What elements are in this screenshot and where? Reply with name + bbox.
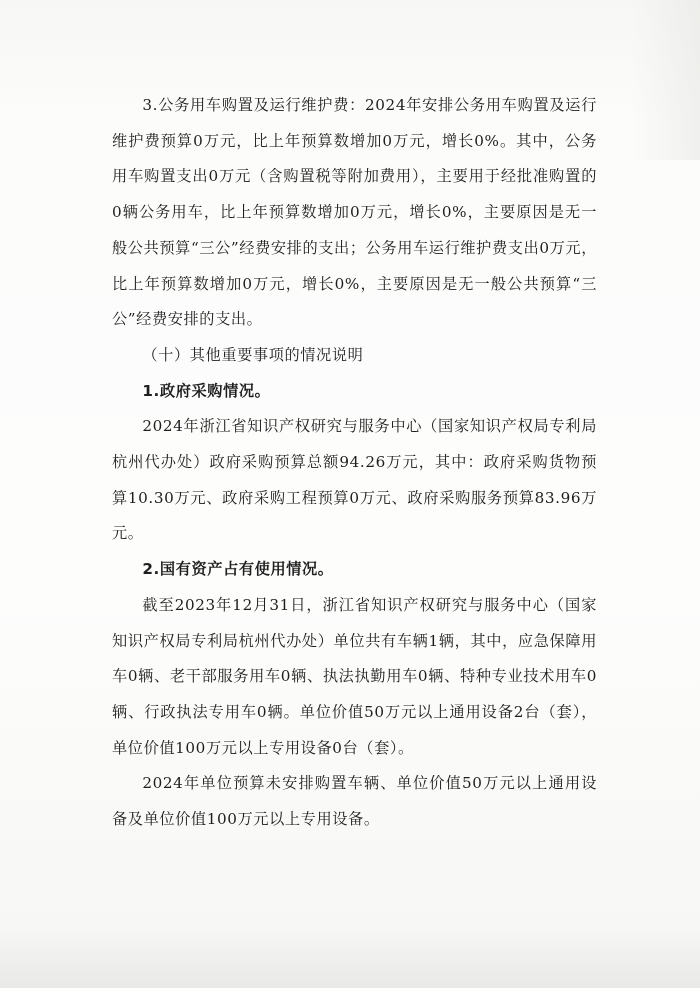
- paragraph-no-purchase-arranged: 2024年单位预算未安排购置车辆、单位价值50万元以上通用设备及单位价值100万元以上专用设备。: [112, 774, 597, 829]
- section-heading-other-matters: （十）其他重要事项的情况说明: [142, 345, 364, 364]
- paragraph-vehicle-purchase-maintenance: 3.公务用车购置及运行维护费：2024年安排公务用车购置及运行维护费预算0万元，比上年预算数增加0万元，增长0%。其中，公务用车购置支出0万元（含购置税等附加费用），主要用于经批准购置的0辆公务用车，比上年预算数增加0万元，增长0%，主要原因是无一般公共预算“三公”经费安排的支出；公务用车运行维护费支出0万元，比上年预算数增加0万元，增长0%，主要原因是无一般公共预算“三公”经费安排的支出。: [112, 96, 597, 329]
- subheading-state-assets: 2.国有资产占有使用情况。: [142, 560, 334, 579]
- scan-shadow-decoration: [630, 0, 700, 160]
- scan-bottom-band-decoration: [0, 928, 700, 988]
- subheading-government-procurement: 1.政府采购情况。: [142, 381, 271, 400]
- paragraph-state-assets: 截至2023年12月31日，浙江省知识产权研究与服务中心（国家知识产权局专利局杭州代办处）单位共有车辆1辆，其中，应急保障用车0辆、老干部服务用车0辆、执法执勤用车0辆、特种专业技术用车0辆、行政执法专用车0辆。单位价值50万元以上通用设备2台（套），单位价值100万元以上专用设备0台（套）。: [112, 595, 597, 757]
- paragraph-government-procurement: 2024年浙江省知识产权研究与服务中心（国家知识产权局专利局杭州代办处）政府采购预算总额94.26万元，其中：政府采购货物预算10.30万元、政府采购工程预算0万元、政府采购服务预算83.96万元。: [112, 417, 597, 543]
- document-body: [112, 88, 597, 838]
